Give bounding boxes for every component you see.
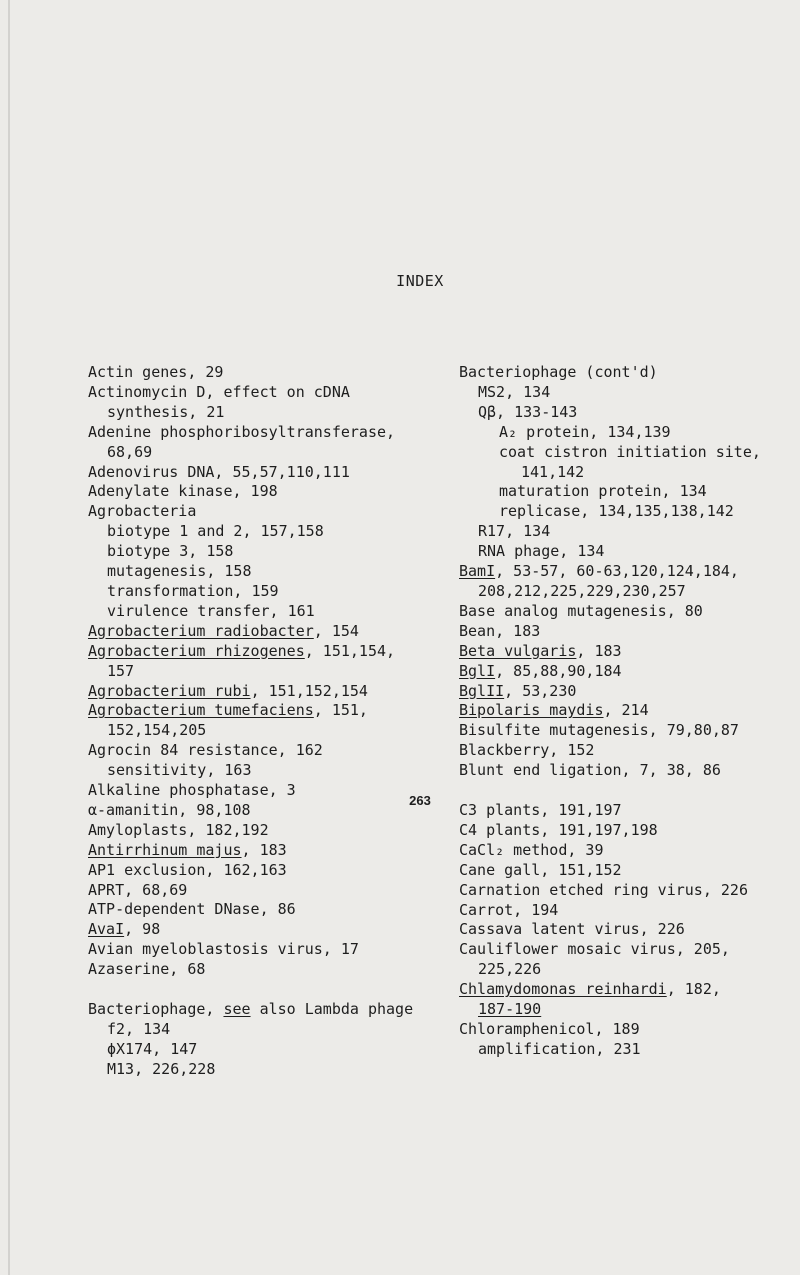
entry-text: 152,154,205 — [107, 721, 207, 740]
entry-text: maturation protein, 134 — [499, 482, 707, 501]
index-entry — [88, 861, 458, 881]
index-subentry — [88, 403, 458, 423]
entry-text: , 183 — [576, 641, 622, 660]
index-entry — [459, 562, 794, 582]
index-entry — [88, 1000, 458, 1020]
index-entry — [459, 602, 794, 622]
index-subentry — [459, 443, 794, 463]
index-entry — [459, 741, 794, 761]
index-entry — [459, 861, 794, 881]
entry-text: AP1 exclusion, 162,163 — [88, 860, 287, 879]
index-subentry — [88, 522, 458, 542]
underlined-term: Agrobacterium rhizogenes — [88, 641, 305, 660]
entry-text: Bisulfite mutagenesis, 79,80,87 — [459, 721, 739, 740]
index-entry — [88, 482, 458, 502]
entry-text: Bacteriophage (cont'd) — [459, 363, 658, 381]
entry-text: Agrobacteria — [88, 502, 197, 521]
entry-text: Amyloplasts, 182,192 — [88, 820, 269, 839]
entry-text: Agrocin 84 resistance, 162 — [88, 741, 323, 760]
entry-text: virulence transfer, 161 — [107, 601, 315, 620]
entry-text: , 53-57, 60-63,120,124,184, — [495, 562, 739, 581]
entry-text: 141,142 — [521, 462, 585, 481]
entry-text: Bean, 183 — [459, 621, 541, 640]
index-entry — [459, 761, 794, 781]
underlined-term: Agrobacterium rubi — [88, 681, 251, 700]
underlined-term: BglI — [459, 661, 496, 680]
index-entry — [88, 463, 458, 483]
index-entry — [88, 363, 458, 383]
index-entry — [459, 363, 794, 383]
index-subentry — [459, 1040, 794, 1060]
index-entry — [459, 682, 794, 702]
entry-text: , 154 — [313, 621, 359, 640]
index-entry — [459, 721, 794, 741]
entry-text: R17, 134 — [478, 522, 551, 541]
index-entry — [459, 881, 794, 901]
entry-text: Qβ, 133-143 — [478, 402, 578, 421]
index-entry — [459, 662, 794, 682]
index-subentry — [88, 721, 458, 741]
entry-text: MS2, 134 — [478, 382, 551, 401]
index-subentry — [459, 423, 794, 443]
entry-text: Cassava latent virus, 226 — [459, 920, 685, 939]
entry-text: CaCl₂ method, 39 — [459, 840, 604, 859]
entry-text: ATP-dependent DNase, 86 — [88, 900, 296, 919]
underlined-term: Beta vulgaris — [459, 641, 577, 660]
entry-text: 157 — [107, 661, 135, 680]
index-entry — [88, 383, 458, 403]
entry-text: Blackberry, 152 — [459, 741, 595, 760]
entry-text: A₂ protein, 134,139 — [499, 422, 671, 441]
index-subentry — [88, 662, 458, 682]
entry-text: APRT, 68,69 — [88, 880, 188, 899]
entry-text: , 85,88,90,184 — [495, 661, 622, 680]
entry-text: f2, 134 — [107, 1020, 171, 1038]
page-number: 263 — [409, 793, 431, 808]
index-subentry — [88, 562, 458, 582]
index-subentry — [459, 960, 794, 980]
entry-text: , 151,152,154 — [250, 681, 368, 700]
index-subentry — [459, 582, 794, 602]
index-entry — [88, 741, 458, 761]
entry-text: Adenylate kinase, 198 — [88, 482, 278, 501]
underlined-term: BglII — [459, 681, 505, 700]
entry-text: , 151, — [313, 701, 368, 720]
entry-text: coat cistron initiation site, — [499, 442, 761, 461]
index-entry — [88, 920, 458, 940]
underlined-term: Chlamydomonas reinhardi — [459, 980, 667, 999]
index-subentry — [88, 761, 458, 781]
entry-text: C3 plants, 191,197 — [459, 801, 622, 820]
entry-text: , 53,230 — [504, 681, 577, 700]
entry-text: 68,69 — [107, 442, 153, 461]
index-subentry — [88, 1040, 458, 1060]
underlined-term: BamI — [459, 562, 496, 581]
underlined-term: see — [223, 1000, 251, 1019]
entry-text: Cauliflower mosaic virus, 205, — [459, 940, 730, 959]
underlined-term: Agrobacterium radiobacter — [88, 621, 314, 640]
entry-text: sensitivity, 163 — [107, 761, 252, 780]
entry-text: biotype 1 and 2, 157,158 — [107, 522, 324, 541]
entry-text: Adenovirus DNA, 55,57,110,111 — [88, 462, 350, 481]
entry-text: C4 plants, 191,197,198 — [459, 820, 658, 839]
index-entry — [459, 940, 794, 960]
entry-text: Cane gall, 151,152 — [459, 860, 622, 879]
index-subentry — [459, 542, 794, 562]
entry-text: Alkaline phosphatase, 3 — [88, 781, 296, 800]
index-subentry — [459, 403, 794, 423]
index-entry — [88, 622, 458, 642]
index-entry — [88, 502, 458, 522]
index-column-right — [459, 363, 794, 1060]
index-subentry — [88, 582, 458, 602]
index-entry — [88, 682, 458, 702]
index-subentry — [88, 1060, 458, 1080]
entry-text: Azaserine, 68 — [88, 960, 206, 979]
index-subentry — [88, 542, 458, 562]
entry-text: Adenine phosphoribosyltransferase, — [88, 422, 396, 441]
entry-text: M13, 226,228 — [107, 1059, 216, 1078]
entry-text: , 214 — [603, 701, 649, 720]
index-entry — [88, 960, 458, 980]
index-subentry — [459, 522, 794, 542]
entry-text: Carrot, 194 — [459, 900, 559, 919]
entry-text: Blunt end ligation, 7, 38, 86 — [459, 761, 721, 780]
index-column-left — [88, 363, 458, 1080]
index-entry — [459, 821, 794, 841]
index-subentry — [459, 1000, 794, 1020]
index-entry — [88, 841, 458, 861]
index-subentry — [88, 443, 458, 463]
index-entry — [459, 622, 794, 642]
entry-text: biotype 3, 158 — [107, 542, 234, 561]
entry-text: Bacteriophage, — [88, 1000, 224, 1019]
page-title: INDEX — [396, 272, 444, 290]
index-subentry — [88, 602, 458, 622]
index-entry — [88, 642, 458, 662]
entry-text: , 151,154, — [304, 641, 396, 660]
entry-text: , 183 — [241, 840, 287, 859]
entry-text: RNA phage, 134 — [478, 542, 605, 561]
index-entry — [459, 841, 794, 861]
entry-text: , 98 — [124, 920, 161, 939]
entry-text: Base analog mutagenesis, 80 — [459, 601, 703, 620]
index-subentry — [88, 1020, 458, 1040]
entry-text: transformation, 159 — [107, 581, 279, 600]
entry-text: Chloramphenicol, 189 — [459, 1020, 640, 1038]
index-subentry — [459, 482, 794, 502]
section-gap — [88, 980, 458, 1000]
underlined-term: Bipolaris maydis — [459, 701, 604, 720]
underlined-term: AvaI — [88, 920, 125, 939]
underlined-term: Agrobacterium tumefaciens — [88, 701, 314, 720]
entry-text: Carnation etched ring virus, 226 — [459, 880, 748, 899]
index-subentry — [459, 383, 794, 403]
index-entry — [459, 642, 794, 662]
index-entry — [88, 701, 458, 721]
underlined-term: 187-190 — [478, 1000, 542, 1019]
index-entry — [88, 900, 458, 920]
entry-text: mutagenesis, 158 — [107, 562, 252, 581]
index-entry — [459, 980, 794, 1000]
entry-text: synthesis, 21 — [107, 402, 225, 421]
entry-text: also Lambda phage — [250, 1000, 414, 1019]
entry-text: Actinomycin D, effect on cDNA — [88, 382, 350, 401]
page-edge — [8, 0, 10, 1275]
entry-text: Actin genes, 29 — [88, 363, 224, 381]
entry-text: , 182, — [666, 980, 721, 999]
index-entry — [459, 701, 794, 721]
entry-text: amplification, 231 — [478, 1039, 641, 1058]
index-entry — [459, 901, 794, 921]
entry-text: ϕX174, 147 — [107, 1039, 198, 1058]
entry-text: Avian myeloblastosis virus, 17 — [88, 940, 359, 959]
entry-text: 225,226 — [478, 960, 542, 979]
index-subentry — [459, 463, 794, 483]
index-entry — [459, 1020, 794, 1040]
entry-text: 208,212,225,229,230,257 — [478, 581, 686, 600]
index-entry — [459, 920, 794, 940]
index-entry — [88, 940, 458, 960]
underlined-term: Antirrhinum majus — [88, 840, 242, 859]
entry-text: replicase, 134,135,138,142 — [499, 502, 734, 521]
index-entry — [88, 423, 458, 443]
entry-text: α-amanitin, 98,108 — [88, 800, 251, 819]
index-entry — [88, 821, 458, 841]
index-subentry — [459, 502, 794, 522]
index-entry — [88, 881, 458, 901]
